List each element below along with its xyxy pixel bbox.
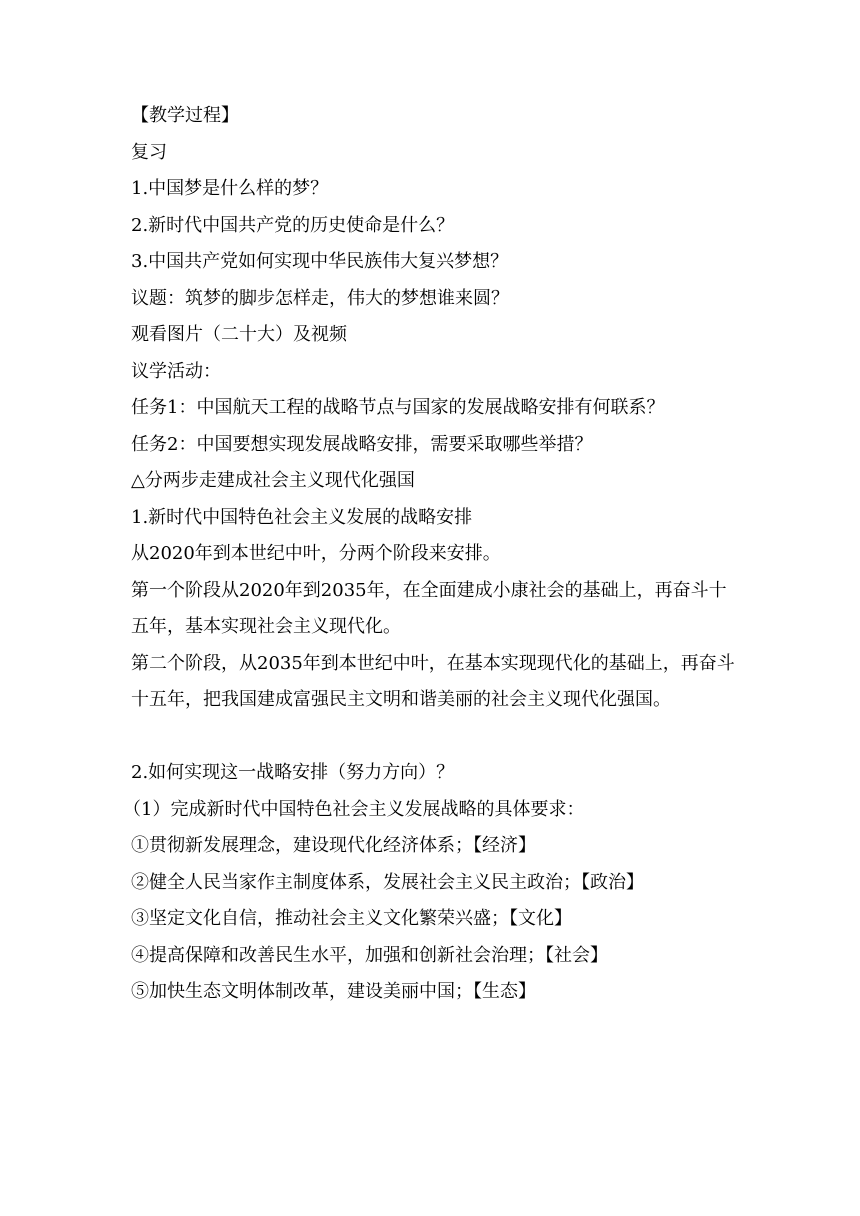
list-item: ①贯彻新发展理念，建设现代化经济体系；【经济】	[131, 835, 536, 856]
task-1: 任务1：中国航天工程的战略节点与国家的发展战略安排有何联系？	[131, 397, 665, 418]
section-heading: 【教学过程】	[131, 105, 239, 126]
strategy-heading: 1.新时代中国特色社会主义发展的战略安排	[131, 506, 473, 528]
review-question-1: 1.中国梦是什么样的梦？	[131, 178, 329, 199]
strategy-intro: 从2020年到本世纪中叶，分两个阶段来安排。	[131, 543, 501, 564]
review-question-2: 2.新时代中国共产党的历史使命是什么？	[131, 214, 455, 236]
how-heading: 2.如何实现这一战略安排（努力方向）？	[131, 762, 455, 783]
stage-1-paragraph: 第一个阶段从2020年到2035年，在全面建成小康社会的基础上，再奋斗十五年，基本实现社会主义现代化。	[131, 579, 727, 637]
list-item: ③坚定文化自信，推动社会主义文化繁荣兴盛；【文化】	[131, 908, 572, 929]
review-question-3: 3.中国共产党如何实现中华民族伟大复兴梦想？	[131, 251, 509, 272]
requirements-heading: （1）完成新时代中国特色社会主义发展战略的具体要求：	[123, 798, 585, 820]
topic-line: 议题：筑梦的脚步怎样走，伟大的梦想谁来圆？	[131, 287, 509, 309]
review-label: 复习	[131, 141, 167, 163]
watch-line: 观看图片（二十大）及视频	[131, 324, 347, 345]
list-item: ④提高保障和改善民生水平，加强和创新社会治理；【社会】	[131, 944, 608, 966]
document-body	[123, 98, 743, 1011]
activity-label: 议学活动：	[131, 360, 221, 382]
list-item: ②健全人民当家作主制度体系，发展社会主义民主政治；【政治】	[131, 871, 644, 893]
list-item: ⑤加快生态文明体制改革，建设美丽中国；【生态】	[131, 981, 536, 1002]
task-2: 任务2：中国要想实现发展战略安排，需要采取哪些举措？	[131, 433, 593, 455]
two-step-heading: △分两步走建成社会主义现代化强国	[131, 470, 415, 491]
stage-2-paragraph: 第二个阶段，从2035年到本世纪中叶，在基本实现现代化的基础上，再奋斗十五年，把我国建成富强民主文明和谐美丽的社会主义现代化强国。	[131, 652, 735, 710]
